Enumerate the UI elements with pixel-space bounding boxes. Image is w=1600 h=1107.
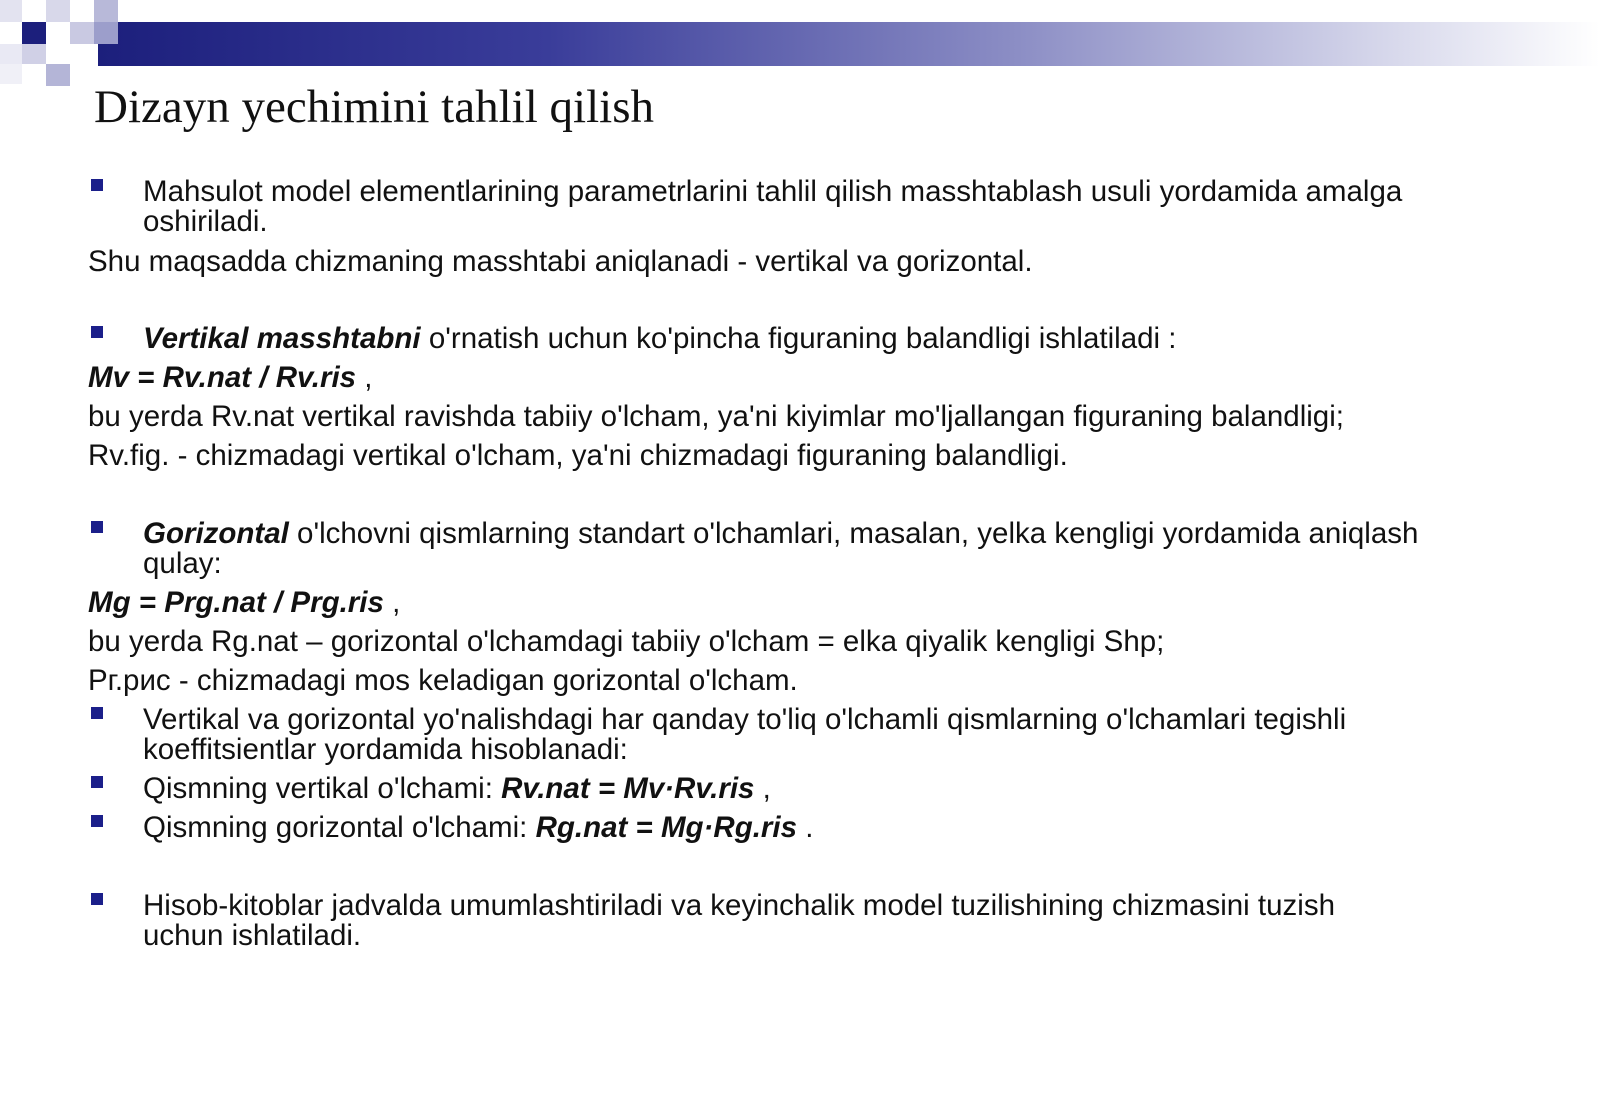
formula: Rg.nat = Mg·Rg.ris: [535, 811, 797, 844]
bullet-text: [143, 323, 1176, 355]
bullet-text-rest: o'lchovni qismlarning standart o'lchamlari, masalan, yelka kengligi yordamida aniqlash: [288, 517, 1419, 550]
bullet-text-cont: uchun ishlatiladi.: [143, 919, 362, 952]
formula: Mg = Prg.nat / Prg.ris: [88, 586, 384, 619]
square-bullet-icon: [91, 893, 103, 905]
bullet-text: Hisob-kitoblar jadvalda umumlashtiriladi va keyinchalik model tuzilishining chizmasini tuzish: [143, 889, 1335, 922]
formula-suffix: ,: [754, 772, 771, 805]
square-bullet-icon: [91, 326, 103, 338]
square-bullet-icon: [91, 179, 103, 191]
square-bullet-icon: [91, 815, 103, 827]
body-text: bu yerda Rv.nat vertikal ravishda tabiiy o'lcham, ya'ni kiyimlar mo'ljallangan figuraning balandligi;: [88, 400, 1344, 433]
emphasis-text: Vertikal masshtabni: [143, 322, 421, 355]
bullet-text-cont: qulay:: [143, 547, 222, 580]
bullet-text: Vertikal va gorizontal yo'nalishdagi har qanday to'liq o'lchamli qismlarning o'lchamlari tegishli: [143, 703, 1347, 736]
emphasis-text: Gorizontal: [143, 517, 289, 550]
bullet-text: [143, 773, 771, 805]
body-text: Shu maqsadda chizmaning masshtabi aniqlanadi - vertikal va gorizontal.: [88, 245, 1033, 278]
bullet-text-cont: koeffitsientlar yordamida hisoblanadi:: [143, 733, 628, 766]
body-text: Rv.fig. - chizmadagi vertikal o'lcham, ya'ni chizmadagi figuraning balandligi.: [88, 439, 1068, 472]
formula-line: [88, 587, 400, 619]
formula-suffix: ,: [383, 586, 401, 619]
bullet-text: [143, 518, 1418, 550]
body-text: Pг.рис - chizmadagi mos keladigan gorizontal o'lcham.: [88, 664, 798, 697]
square-bullet-icon: [91, 521, 103, 533]
body-text: bu yerda Rg.nat – gorizontal o'lchamdagi tabiiy o'lcham = elka qiyalik kengligi Shp;: [88, 625, 1165, 658]
formula-suffix: ,: [356, 361, 373, 394]
bullet-text-rest: o'rnatish uchun ko'pincha figuraning balandligi ishlatiladi :: [420, 322, 1177, 355]
formula: Rv.nat = Mv·Rv.ris: [501, 772, 755, 805]
square-bullet-icon: [91, 707, 103, 719]
bullet-text-pre: Qismning gorizontal o'lchami:: [143, 811, 536, 844]
bullet-text-pre: Qismning vertikal o'lchami:: [143, 772, 502, 805]
slide-title: Dizayn yechimini tahlil qilish: [94, 81, 654, 133]
formula: Mv = Rv.nat / Rv.ris: [88, 361, 357, 394]
bullet-text: Mahsulot model elementlarining parametrlarini tahlil qilish masshtablash usuli yordamida amalga: [143, 175, 1403, 208]
bullet-text-cont: oshiriladi.: [143, 205, 268, 238]
formula-line: [88, 362, 373, 394]
square-bullet-icon: [91, 776, 103, 788]
formula-suffix: .: [797, 811, 814, 844]
bullet-text: [143, 812, 813, 844]
